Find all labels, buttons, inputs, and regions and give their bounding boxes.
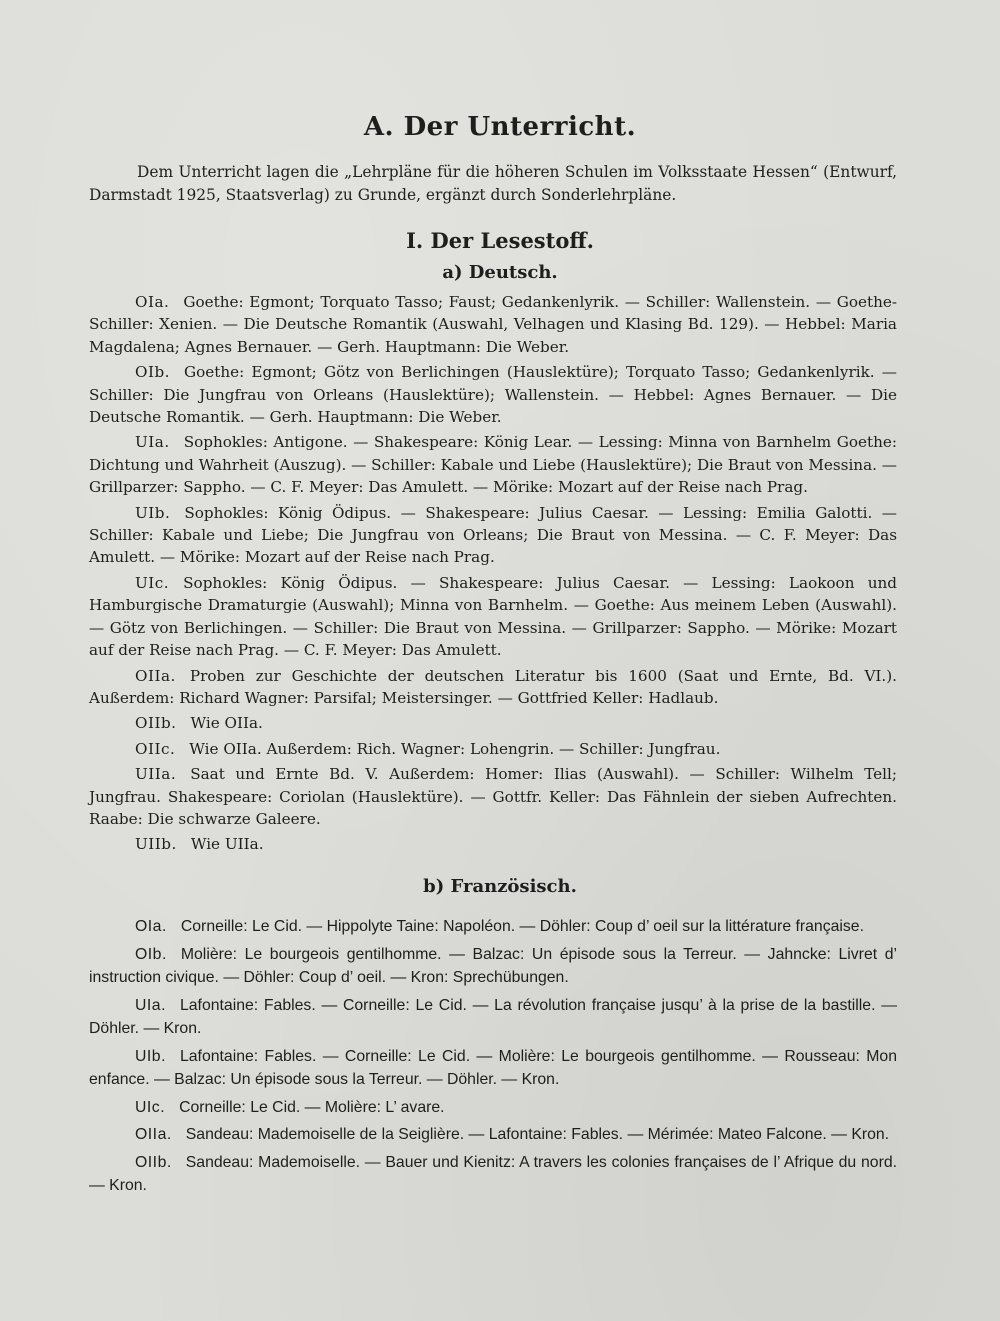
list-item [89,1045,897,1092]
list-item [89,738,897,760]
list-item [89,361,897,428]
class-label: OIb. [135,363,171,382]
entry-text: Wie UIIa. [190,835,264,854]
entry-text: Saat und Ernte Bd. V. Außerdem: Homer: Ilias (Auswahl). — Schiller: Wilhelm Tell; Jungfrau. Shakespeare: Coriolan (Hauslektüre). — Gottfr. Keller: Das Fähnlein der sieben Aufrechten. Raabe: Die schwarze Galeere. [89,765,897,828]
entry-text: Wie OIIa. [190,714,263,733]
class-label: UIc. [135,573,170,592]
subsection-title-deutsch: a) Deutsch. [442,262,558,283]
class-label: OIIa. [135,1126,172,1143]
class-label: OIa. [135,918,167,935]
entry-text: Goethe: Egmont; Götz von Berlichingen (Hauslektüre); Torquato Tasso; Gedankenlyrik. — Schiller: Die Jungfrau von Orleans (Hauslektüre); Wallenstein. — Hebbel: Agnes Bernauer. — Die Deutsche Romantik. — Gerh. Hauptmann: Die Weber. [89,363,897,427]
class-label: UIb. [135,503,171,522]
entry-text: Sophokles: Antigone. — Shakespeare: König Lear. — Lessing: Minna von Barnhelm Goethe: Dichtung und Wahrheit (Auszug). — Schiller: Kabale und Liebe (Hauslektüre); Die Braut von Messina. — Grillparzer: Sappho. — C. F. Meyer: Das Amulett. — Mörike: Mozart auf der Reise nach Prag. [89,433,897,497]
list-item [89,665,897,710]
section-title: I. Der Lesestoff. [406,228,594,253]
entry-text: Corneille: Le Cid. — Hippolyte Taine: Napoléon. — Döhler: Coup d’ oeil sur la littérature française. [180,918,864,935]
entry-text: Proben zur Geschichte der deutschen Literatur bis 1600 (Saat und Ernte, Bd. VI.). Außerdem: Richard Wagner: Parsifal; Meistersinger. — Gottfried Keller: Hadlaub. [89,666,897,707]
class-label: UIIb. [135,835,177,854]
entry-text: Goethe: Egmont; Torquato Tasso; Faust; Gedankenlyrik. — Schiller: Wallenstein. — Goethe-Schiller: Xenien. — Die Deutsche Romantik (Auswahl, Velhagen und Klasing Bd. 129). — Hebbel: Maria Magdalena; Agnes Bernauer. — Gerh. Hauptmann: Die Weber. [89,293,897,356]
list-item [89,1123,897,1147]
class-label: OIIc. [135,739,176,758]
list-item [89,572,897,662]
list-item [89,994,897,1041]
list-item [89,915,897,939]
list-item [89,291,897,358]
class-label: UIb. [135,1047,166,1065]
list-item [89,712,897,734]
entry-text: Lafontaine: Fables. — Corneille: Le Cid. — La révolution française jusqu’ à la prise de la bastille. — Döhler. — Kron. [89,996,897,1037]
entry-text: Sandeau: Mademoiselle de la Seiglière. — Lafontaine: Fables. — Mérimée: Mateo Falcone. — Kron. [185,1126,890,1143]
deutsch-entries [89,291,897,859]
main-heading: A. Der Unterricht. [363,112,637,142]
entry-text: Molière: Le bourgeois gentilhomme. — Balzac: Un épisode sous la Terreur. — Jahncke: Livret d’ instruction civique. — Döhler: Coup d’ oeil. — Kron: Sprechübungen. [89,945,897,986]
entry-text: Wie OIIa. Außerdem: Rich. Wagner: Lohengrin. — Schiller: Jungfrau. [189,739,721,758]
list-item [89,1151,897,1198]
list-item [89,502,897,569]
entry-text: Sophokles: König Ödipus. — Shakespeare: Julius Caesar. — Lessing: Laokoon und Hamburgische Dramaturgie (Auswahl); Minna von Barnhelm. — Goethe: Aus meinem Leben (Auswahl). — Götz von Berlichingen. — Schiller: Die Braut von Messina. — Grillparzer: Sappho. — Mörike: Mozart auf der Reise nach Prag. — C. F. Meyer: Das Amulett. [89,573,897,660]
entry-text: Lafontaine: Fables. — Corneille: Le Cid. — Molière: Le bourgeois gentilhomme. — Rousseau: Mon enfance. — Balzac: Un épisode sous la Terreur. — Döhler. — Kron. [89,1047,897,1088]
class-label: OIa. [135,293,170,311]
intro-paragraph: Dem Unterricht lagen die „Lehrpläne für die höheren Schulen im Volksstaate Hessen“ (Entwurf, Darmstadt 1925, Staatsverlag) zu Grunde, ergänzt durch Sonderlehrpläne. [89,163,897,204]
class-label: OIIb. [135,714,177,733]
class-label: OIb. [135,945,167,963]
class-label: UIa. [135,996,166,1014]
class-label: UIIa. [135,765,177,784]
entry-text: Sophokles: König Ödipus. — Shakespeare: Julius Caesar. — Lessing: Emilia Galotti. — Schiller: Kabale und Liebe; Die Jungfrau von Orleans; Die Braut von Messina. — C. F. Meyer: Das Amulett. — Mörike: Mozart auf der Reise nach Prag. [89,503,897,567]
franzoesisch-entries [89,915,897,1202]
list-item [89,943,897,990]
class-label: OIIb. [135,1153,172,1171]
class-label: UIc. [135,1098,166,1116]
entry-text: Sandeau: Mademoiselle. — Bauer und Kienitz: A travers les colonies françaises de l’ Afrique du nord. — Kron. [89,1153,897,1194]
subsection-title-franzoesisch: b) Französisch. [423,876,577,897]
class-label: OIIa. [135,666,176,685]
list-item [89,833,897,855]
list-item [89,763,897,830]
list-item [89,1096,897,1120]
entry-text: Corneille: Le Cid. — Molière: L’ avare. [179,1098,445,1116]
list-item [89,431,897,498]
class-label: UIa. [135,433,170,452]
